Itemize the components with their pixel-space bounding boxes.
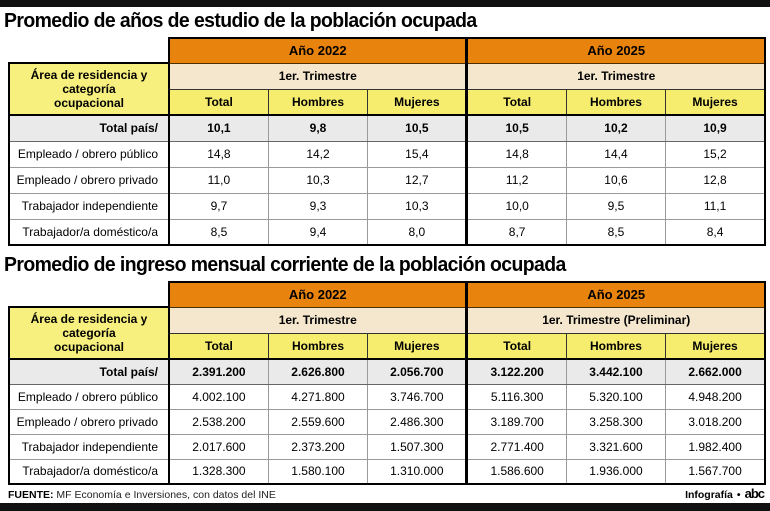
quarter-2022-label: 1er. Trimestre xyxy=(169,307,467,333)
row-label: Empleado / obrero público xyxy=(9,384,169,409)
value-cell: 14,8 xyxy=(467,141,566,167)
row-label: Trabajador/a doméstico/a xyxy=(9,219,169,245)
value-cell: 11,2 xyxy=(467,167,566,193)
col-header-hombres-2025: Hombres xyxy=(566,333,665,359)
table-row-obrero-privado xyxy=(9,167,765,193)
value-cell: 1.936.000 xyxy=(566,459,665,484)
table2-title: Promedio de ingreso mensual corriente de la población ocupada xyxy=(4,254,566,276)
row-label: Trabajador independiente xyxy=(9,434,169,459)
col-header-mujeres-2025: Mujeres xyxy=(666,333,765,359)
value-cell: 1.982.400 xyxy=(666,434,765,459)
value-cell: 2.017.600 xyxy=(169,434,268,459)
value-cell: 3.442.100 xyxy=(566,359,665,384)
row-label: Trabajador independiente xyxy=(9,193,169,219)
value-cell: 2.538.200 xyxy=(169,409,268,434)
value-cell: 4.948.200 xyxy=(666,384,765,409)
value-cell: 12,7 xyxy=(368,167,467,193)
col-header-mujeres-2022: Mujeres xyxy=(368,333,467,359)
value-cell: 10,0 xyxy=(467,193,566,219)
value-cell: 3.258.300 xyxy=(566,409,665,434)
value-cell: 9,5 xyxy=(566,193,665,219)
table1-title: Promedio de años de estudio de la población ocupada xyxy=(4,10,477,32)
table-row-obrero-publico xyxy=(9,141,765,167)
value-cell: 2.486.300 xyxy=(368,409,467,434)
value-cell: 9,7 xyxy=(169,193,268,219)
row-label: Empleado / obrero privado xyxy=(9,167,169,193)
table-row-total-pais xyxy=(9,115,765,141)
value-cell: 14,8 xyxy=(169,141,268,167)
row-label: Total país/ xyxy=(9,359,169,384)
value-cell: 2.662.000 xyxy=(666,359,765,384)
quarter-header-row xyxy=(9,307,765,333)
value-cell: 5.320.100 xyxy=(566,384,665,409)
row-label: Trabajador/a doméstico/a xyxy=(9,459,169,484)
value-cell: 10,1 xyxy=(169,115,268,141)
value-cell: 11,1 xyxy=(666,193,765,219)
year-header-row xyxy=(9,282,765,307)
value-cell: 11,0 xyxy=(169,167,268,193)
source-label: FUENTE: xyxy=(8,489,54,501)
value-cell: 14,2 xyxy=(268,141,367,167)
source-note xyxy=(8,489,276,501)
col-header-mujeres-2025: Mujeres xyxy=(666,89,765,115)
value-cell: 3.018.200 xyxy=(666,409,765,434)
footer xyxy=(8,486,764,501)
value-cell: 5.116.300 xyxy=(467,384,566,409)
corner-header: Área de residencia y categoría ocupacional xyxy=(9,63,169,115)
value-cell: 9,8 xyxy=(268,115,367,141)
col-header-hombres-2025: Hombres xyxy=(566,89,665,115)
table-row-total-pais xyxy=(9,359,765,384)
value-cell: 8,0 xyxy=(368,219,467,245)
value-cell: 15,4 xyxy=(368,141,467,167)
year-header-row xyxy=(9,38,765,63)
top-black-bar xyxy=(0,0,770,7)
quarter-header-row xyxy=(9,63,765,89)
col-header-total-2022: Total xyxy=(169,333,268,359)
value-cell: 10,6 xyxy=(566,167,665,193)
quarter-2025-label: 1er. Trimestre xyxy=(467,63,765,89)
value-cell: 10,5 xyxy=(368,115,467,141)
value-cell: 9,3 xyxy=(268,193,367,219)
value-cell: 8,7 xyxy=(467,219,566,245)
row-label: Total país/ xyxy=(9,115,169,141)
value-cell: 1.580.100 xyxy=(268,459,367,484)
value-cell: 2.771.400 xyxy=(467,434,566,459)
value-cell: 1.567.700 xyxy=(666,459,765,484)
table-row-independiente xyxy=(9,434,765,459)
bottom-black-bar xyxy=(0,503,770,511)
year-2025-header: Año 2025 xyxy=(467,282,765,307)
value-cell: 2.391.200 xyxy=(169,359,268,384)
quarter-2025-label: 1er. Trimestre (Preliminar) xyxy=(467,307,765,333)
row-label: Empleado / obrero público xyxy=(9,141,169,167)
table-row-obrero-privado xyxy=(9,409,765,434)
value-cell: 3.746.700 xyxy=(368,384,467,409)
value-cell: 10,2 xyxy=(566,115,665,141)
table-row-obrero-publico xyxy=(9,384,765,409)
quarter-2022-label: 1er. Trimestre xyxy=(169,63,467,89)
value-cell: 3.122.200 xyxy=(467,359,566,384)
value-cell: 10,3 xyxy=(368,193,467,219)
credit-text: Infografía xyxy=(685,489,733,501)
year-2022-header: Año 2022 xyxy=(169,282,467,307)
value-cell: 2.626.800 xyxy=(268,359,367,384)
spacer-cell xyxy=(9,282,169,307)
spacer-cell xyxy=(9,38,169,63)
value-cell: 9,4 xyxy=(268,219,367,245)
source-text: MF Economía e Inversiones, con datos del INE xyxy=(56,489,276,501)
monthly-income-table xyxy=(8,281,766,485)
value-cell: 10,5 xyxy=(467,115,566,141)
col-header-hombres-2022: Hombres xyxy=(268,333,367,359)
study-years-table xyxy=(8,37,766,246)
value-cell: 10,9 xyxy=(666,115,765,141)
value-cell: 8,5 xyxy=(566,219,665,245)
value-cell: 2.056.700 xyxy=(368,359,467,384)
col-header-total-2025: Total xyxy=(467,89,566,115)
table-row-independiente xyxy=(9,193,765,219)
corner-header: Área de residencia y categoría ocupacional xyxy=(9,307,169,359)
table-row-domestico xyxy=(9,459,765,484)
value-cell: 14,4 xyxy=(566,141,665,167)
value-cell: 3.189.700 xyxy=(467,409,566,434)
row-label: Empleado / obrero privado xyxy=(9,409,169,434)
abc-logo: abc xyxy=(744,486,764,501)
year-2025-header: Año 2025 xyxy=(467,38,765,63)
year-2022-header: Año 2022 xyxy=(169,38,467,63)
value-cell: 1.310.000 xyxy=(368,459,467,484)
bullet-separator: • xyxy=(736,489,741,501)
value-cell: 15,2 xyxy=(666,141,765,167)
value-cell: 8,5 xyxy=(169,219,268,245)
value-cell: 8,4 xyxy=(666,219,765,245)
credit xyxy=(685,486,764,501)
col-header-mujeres-2022: Mujeres xyxy=(368,89,467,115)
value-cell: 1.507.300 xyxy=(368,434,467,459)
col-header-total-2022: Total xyxy=(169,89,268,115)
value-cell: 1.586.600 xyxy=(467,459,566,484)
value-cell: 10,3 xyxy=(268,167,367,193)
value-cell: 4.002.100 xyxy=(169,384,268,409)
value-cell: 3.321.600 xyxy=(566,434,665,459)
value-cell: 2.559.600 xyxy=(268,409,367,434)
value-cell: 4.271.800 xyxy=(268,384,367,409)
col-header-total-2025: Total xyxy=(467,333,566,359)
table-row-domestico xyxy=(9,219,765,245)
value-cell: 1.328.300 xyxy=(169,459,268,484)
col-header-hombres-2022: Hombres xyxy=(268,89,367,115)
value-cell: 2.373.200 xyxy=(268,434,367,459)
value-cell: 12,8 xyxy=(666,167,765,193)
